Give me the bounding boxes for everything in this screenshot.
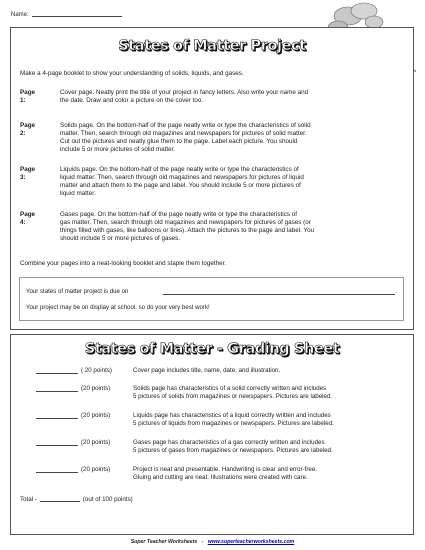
footer-link[interactable]: www.superteacherworksheets.com [207, 539, 295, 545]
total-suffix: (out of 100 points) [82, 496, 133, 503]
page-1-label: Page 1: [20, 89, 36, 104]
project-intro: Make a 4-page booklet to show your understanding of solids, liquids, and gases. [20, 70, 244, 77]
page-4-label: Page 4: [20, 211, 36, 226]
points-label: ( 20 points) [81, 367, 112, 374]
page-2-line: Cut out the pictures and neatly glue them to the page. Label each picture. You should [60, 138, 298, 145]
footer-separator: - [201, 539, 204, 545]
total-blank[interactable] [40, 501, 80, 502]
project-box [10, 27, 414, 330]
name-blank[interactable] [32, 16, 122, 17]
page-4-line: should include 5 or more pictures of gases. [60, 235, 181, 242]
grading-box [10, 334, 414, 535]
score-blank[interactable] [36, 373, 78, 374]
footer [0, 539, 425, 545]
name-label: Name: [11, 12, 29, 18]
criteria-line: Cover page includes title, name, date, and illustration. [133, 367, 281, 374]
page-4-line: Gases page. On the bottom-half of the page neatly write or type the characteristics of [60, 211, 297, 218]
score-blank[interactable] [36, 418, 78, 419]
due-date-box [19, 277, 404, 321]
page-2-line: matter. Then, search through old magazines and newspapers for pictures of solid matter. [60, 130, 307, 137]
total-label: Total - [20, 496, 37, 503]
total-score [20, 496, 133, 503]
score-blank[interactable] [36, 445, 78, 446]
criteria-line: 5 pictures of liquids from magazines or newspapers. Pictures are labeled. [133, 420, 334, 427]
due-date-blank[interactable] [163, 294, 395, 295]
criteria-line: Project is neat and presentable. Handwriting is clear and error-free. [133, 466, 317, 473]
page-3-line: Liquids page. On the bottom-half of the page neatly write or type the characteristics of [60, 166, 299, 173]
page-4-line: things filled with gases, like balloons or tires). Attach the pictures to the page and label. You [60, 227, 315, 234]
criteria-line: Liquids page has characteristics of a liquid correctly written and includes [133, 412, 331, 419]
page-3-line: liquid matter. Then, search through old magazines and newspapers for pictures of liquid [60, 174, 304, 181]
footer-brand: Super Teacher Worksheets [130, 539, 198, 545]
display-note: Your project may be on display at school, so do your very best work! [26, 304, 210, 311]
score-blank[interactable] [36, 391, 78, 392]
points-label: (20 points) [81, 439, 111, 446]
page-2-line: Solids page. On the bottom-half of the page neatly write or type the characteristics of solid [60, 122, 311, 129]
score-blank[interactable] [36, 472, 78, 473]
grading-title: States of Matter - Grading Sheet [84, 341, 340, 357]
page-1-line: Cover page. Neatly print the title of your project in fancy letters. Also write your name and [60, 89, 309, 96]
page-2-line: include 5 or more pictures of solid matter. [60, 146, 176, 153]
due-label: Your states of matter project is due on [26, 288, 129, 295]
name-field [11, 12, 122, 18]
page-4-line: gas matter. Then, search through old magazines and newspapers for pictures of gases (or [60, 219, 311, 226]
page-2-label: Page 2: [20, 122, 36, 137]
criteria-line: Gluing and cutting are neat. Illustrations were created with care. [133, 474, 308, 481]
criteria-line: 5 pictures of solids from magazines or newspapers. Pictures are labeled. [133, 393, 333, 400]
points-label: (20 points) [81, 412, 111, 419]
page-3-line: liquid matter. [60, 190, 96, 197]
page-3-label: Page 3: [20, 166, 36, 181]
combine-instructions: Combine your pages into a neat-looking booklet and staple them together. [20, 260, 227, 267]
page-1-line: the date. Draw and color a picture on the cover too. [60, 97, 204, 104]
due-period: . [395, 288, 397, 295]
criteria-line: 5 pictures of gases from magazines or newspapers. Pictures are labeled. [133, 447, 333, 454]
criteria-line: Gases page has characteristics of a gas correctly written and includes [133, 439, 325, 446]
project-title: States of Matter Project [118, 38, 306, 54]
criteria-line: Solids page has characteristics of a solid correctly written and includes [133, 385, 327, 392]
page-3-line: matter and attach them to the page and label. You should include 5 or more pictures of [60, 182, 301, 189]
points-label: (20 points) [81, 385, 111, 392]
points-label: (20 points) [81, 466, 111, 473]
